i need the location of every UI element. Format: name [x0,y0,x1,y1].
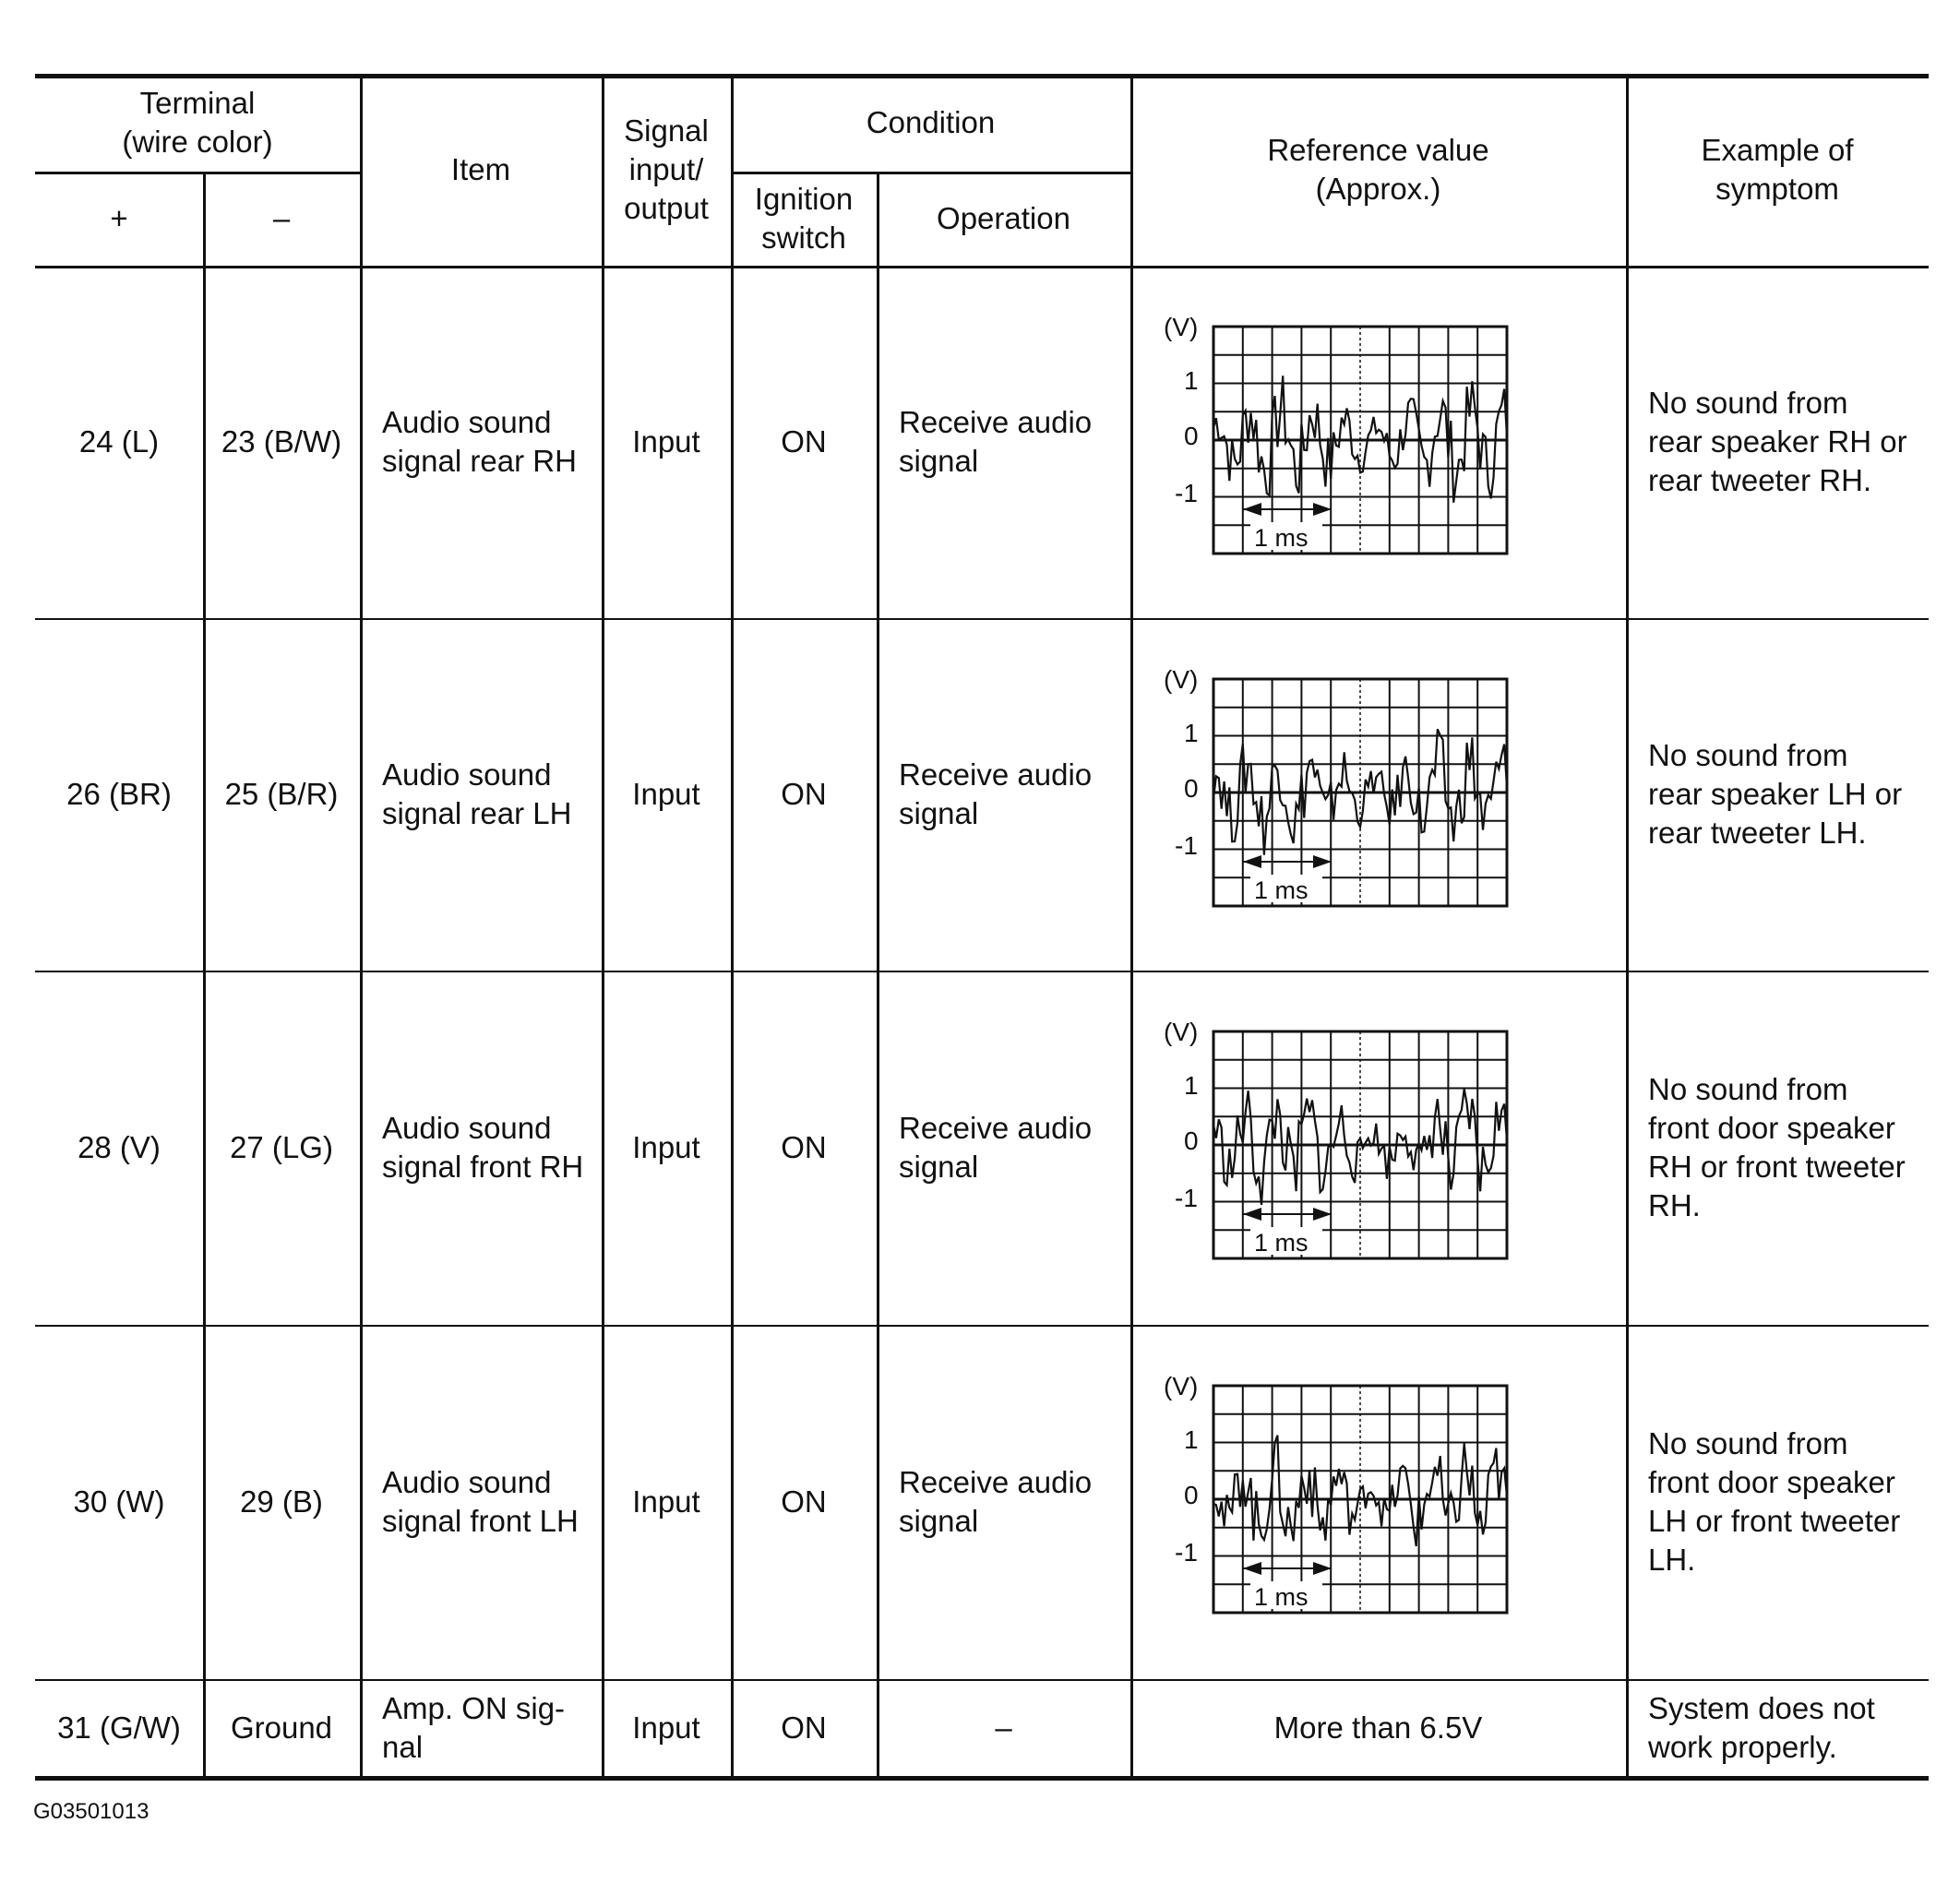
scope-y-label: 1 [1184,366,1199,395]
oscilloscope-waveform [1156,659,1525,926]
header-terminal-text: Terminal (wire color) [122,86,273,159]
scope-unit-label: (V) [1164,665,1199,694]
time-scale-label: 1 ms [1254,1229,1309,1257]
arrow-right-icon [1313,1562,1332,1575]
scope-unit-label: (V) [1164,1018,1199,1046]
scope-y-label: 0 [1184,1481,1199,1509]
operation-cell-text: Receive audio signal [899,1465,1093,1538]
scope-y-label: -1 [1175,1538,1198,1567]
ignition-cell [731,1679,877,1776]
header-signal-io [602,74,731,266]
symptom-cell-text: No sound from rear speaker LH or rear tweeter LH. [1648,738,1903,850]
header-ignition [731,172,877,266]
oscilloscope-waveform [1156,306,1525,574]
item-cell [360,971,602,1325]
operation-cell-text: Receive audio signal [899,757,1093,830]
symptom-cell [1626,1679,1929,1776]
scope-y-label: 1 [1184,1071,1199,1100]
header-symptom-text: Example of symptom [1701,133,1854,206]
signal-io-cell [602,971,731,1325]
signal-io-cell [602,266,731,618]
ignition-cell [731,618,877,971]
symptom-cell-text: No sound from front door speaker LH or front tweeter LH. [1648,1426,1901,1577]
terminal-minus [203,1679,360,1776]
scope-y-label: 1 [1184,719,1199,747]
item-cell [360,1679,602,1776]
header-condition-text: Condition [866,105,996,139]
ignition-cell-text: ON [781,424,827,459]
arrow-left-icon [1243,1208,1261,1221]
header-minus [203,172,360,266]
terminal-plus-text: 28 (V) [78,1130,161,1164]
time-scale-label: 1 ms [1254,524,1309,552]
operation-cell-text: – [995,1710,1012,1745]
scope-unit-label: (V) [1164,313,1199,341]
terminal-minus-text: 25 (B/R) [224,777,339,811]
symptom-cell-text: No sound from front door speaker RH or front tweeter RH. [1648,1072,1906,1222]
signal-io-cell-text: Input [632,424,700,459]
scope-unit-label: (V) [1164,1372,1199,1400]
header-item-text: Item [450,152,511,186]
signal-io-cell-text: Input [632,777,700,811]
ignition-cell-text: ON [781,1484,827,1519]
signal-io-cell-text: Input [632,1130,700,1164]
item-cell-text: Audio sound signal front LH [382,1465,579,1538]
ignition-cell-text: ON [781,777,827,811]
oscilloscope-waveform [1156,1011,1525,1279]
item-cell-text: Audio sound signal front RH [382,1111,584,1184]
signal-io-cell [602,1325,731,1679]
arrow-right-icon [1313,1208,1332,1221]
header-reference [1130,74,1626,266]
operation-cell-text: Receive audio signal [899,1111,1093,1184]
ignition-cell [731,266,877,618]
terminal-minus [203,618,360,971]
arrow-right-icon [1313,503,1332,516]
symptom-cell [1626,266,1929,618]
operation-cell [877,1325,1130,1679]
ignition-cell [731,1325,877,1679]
operation-cell [877,1679,1130,1776]
header-terminal [35,74,360,172]
ignition-cell-text: ON [781,1710,827,1745]
figure-id: G03501013 [33,1799,149,1824]
terminal-minus [203,266,360,618]
terminal-plus [35,1325,203,1679]
time-scale-label: 1 ms [1254,876,1309,904]
header-operation [877,172,1130,266]
terminal-minus [203,971,360,1325]
terminal-plus [35,266,203,618]
terminal-minus-text: Ground [230,1710,333,1745]
scope-y-label: 0 [1184,774,1199,803]
terminal-plus-text: 26 (BR) [66,777,172,811]
terminal-minus-text: 29 (B) [240,1484,323,1519]
signal-io-cell-text: Input [632,1710,700,1745]
ignition-cell-text: ON [781,1130,827,1164]
symptom-cell [1626,618,1929,971]
signal-io-cell [602,618,731,971]
terminal-minus-text: 27 (LG) [230,1130,333,1164]
reference-cell-text: More than 6.5V [1273,1710,1483,1745]
header-signal-io-text: Signal input/ output [624,113,709,225]
item-cell-text: Amp. ON sig- nal [382,1690,566,1764]
terminal-minus-text: 23 (B/W) [221,424,342,459]
terminal-plus-text: 24 (L) [78,424,160,459]
oscilloscope-waveform [1156,1365,1525,1633]
operation-cell-text: Receive audio signal [899,405,1093,478]
scope-y-label: -1 [1175,1184,1198,1212]
arrow-left-icon [1243,855,1261,868]
operation-cell [877,971,1130,1325]
terminal-plus-text: 31 (G/W) [57,1710,181,1745]
item-cell-text: Audio sound signal rear LH [382,757,572,830]
symptom-cell-text: No sound from rear speaker RH or rear tweeter RH. [1648,386,1907,497]
header-minus-text: – [272,201,291,235]
header-item [360,74,602,266]
col-divider [1130,74,1133,1776]
symptom-cell [1626,971,1929,1325]
operation-cell [877,618,1130,971]
symptom-cell-text: System does not work properly. [1648,1690,1875,1764]
terminal-minus [203,1325,360,1679]
terminal-plus [35,1679,203,1776]
header-plus [35,172,203,266]
ignition-cell [731,971,877,1325]
arrow-left-icon [1243,503,1261,516]
arrow-right-icon [1313,855,1332,868]
scope-y-label: 0 [1184,1126,1199,1155]
operation-cell [877,266,1130,618]
header-reference-text: Reference value (Approx.) [1267,133,1489,206]
item-cell [360,1325,602,1679]
header-ignition-text: Ignition switch [754,182,854,255]
item-cell-text: Audio sound signal rear RH [382,405,577,478]
time-scale-label: 1 ms [1254,1583,1309,1611]
table-bottom-rule [35,1776,1929,1781]
header-operation-text: Operation [937,201,1070,235]
symptom-cell [1626,1325,1929,1679]
item-cell [360,266,602,618]
signal-io-cell-text: Input [632,1484,700,1519]
header-symptom [1626,74,1929,266]
scope-y-label: -1 [1175,831,1198,860]
scope-trace [1213,1436,1507,1546]
header-plus-text: + [110,201,128,235]
scope-y-label: -1 [1175,479,1198,507]
terminal-plus-text: 30 (W) [73,1484,165,1519]
arrow-left-icon [1243,1562,1261,1575]
terminal-plus [35,971,203,1325]
reference-cell [1130,1679,1626,1776]
scope-y-label: 1 [1184,1425,1199,1454]
header-condition [731,74,1130,172]
signal-io-cell [602,1679,731,1776]
terminal-plus [35,618,203,971]
item-cell [360,618,602,971]
scope-y-label: 0 [1184,422,1199,450]
